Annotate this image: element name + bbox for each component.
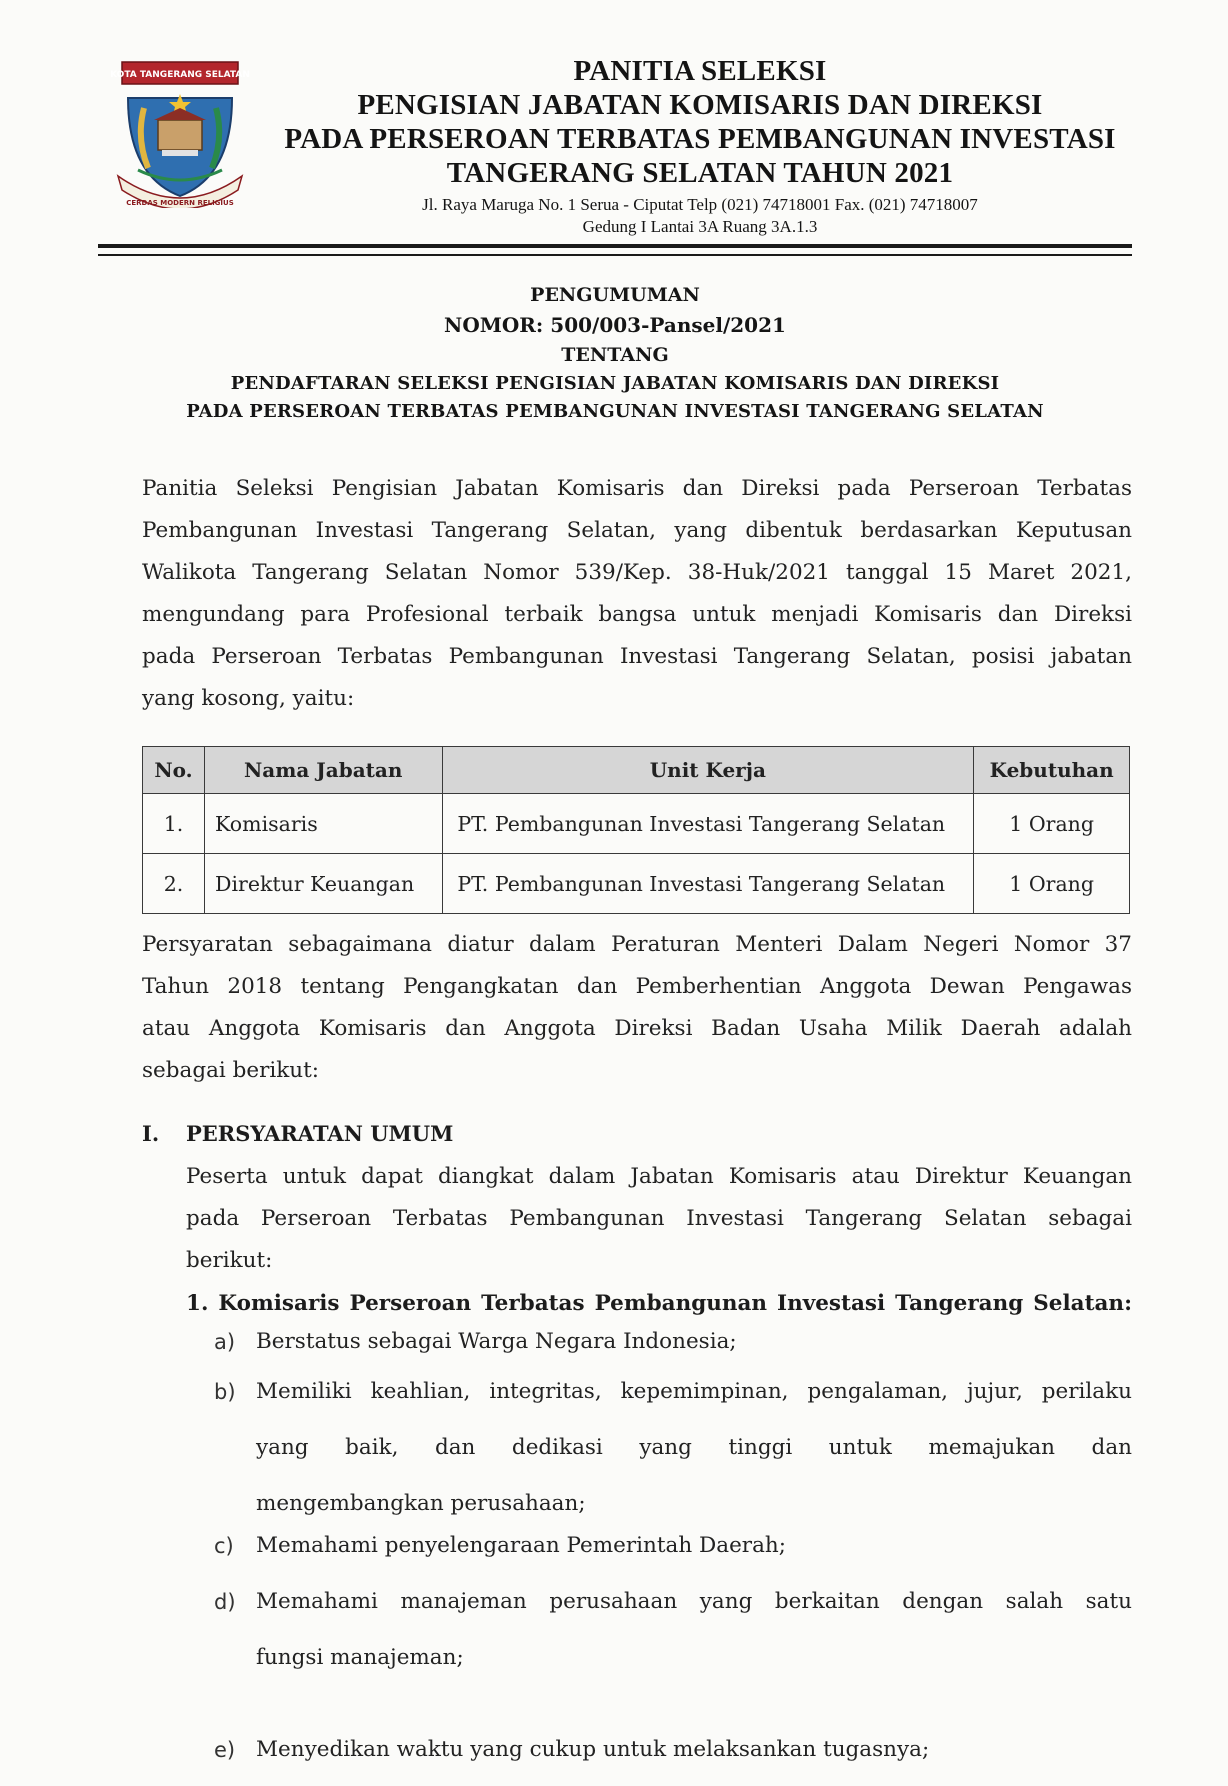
text-line: pada Perseroan Terbatas Pembangunan Investasi Tangerang Selatan, posisi jabatan [142, 644, 1132, 669]
letterhead [270, 54, 1130, 238]
list-item-text: yang baik, dan dedikasi yang tinggi untuk memajukan dan [256, 1435, 1132, 1460]
list-item-text: mengembangkan perusahaan; [256, 1491, 586, 1516]
table-cell: Direktur Keuangan [205, 854, 443, 914]
text-line: yang kosong, yaitu: [142, 686, 355, 711]
list-item-text: Memahami penyelengaraan Pemerintah Daerah; [256, 1533, 786, 1558]
section-intro-paragraph [186, 1156, 1132, 1282]
list-item-text: Memahami manajeman perusahaan yang berkaitan dengan salah satu [256, 1589, 1132, 1614]
text-line: sebagai berikut: [142, 1058, 320, 1083]
section-number: I. [142, 1121, 160, 1146]
list-item-letter: e) [214, 1738, 236, 1762]
header-divider-thick [98, 244, 1132, 248]
list-item-letter: d) [214, 1590, 236, 1614]
letterhead-building: Gedung I Lantai 3A Ruang 3A.1.3 [582, 217, 818, 236]
text-line: atau Anggota Komisaris dan Anggota Direksi Badan Usaha Milik Daerah adalah [142, 1016, 1132, 1041]
table-row [143, 794, 1130, 854]
text-line: Peserta untuk dapat diangkat dalam Jabatan Komisaris atau Direktur Keuangan [186, 1164, 1132, 1189]
list-item-text: Menyedikan waktu yang cukup untuk melaksankan tugasnya; [256, 1737, 930, 1762]
table-cell: 1 Orang [974, 794, 1130, 854]
title-subject-line: PADA PERSEROAN TERBATAS PEMBANGUNAN INVESTASI TANGERANG SELATAN [186, 401, 1044, 422]
letterhead-line: PADA PERSEROAN TERBATAS PEMBANGUNAN INVESTASI [284, 123, 1116, 155]
text-line: Pembangunan Investasi Tangerang Selatan, yang dibentuk berdasarkan Keputusan [142, 518, 1132, 543]
text-line: Persyaratan sebagaimana diatur dalam Peraturan Menteri Dalam Negeri Nomor 37 [142, 932, 1132, 957]
header-divider-thin [98, 254, 1132, 256]
text-line: Walikota Tangerang Selatan Nomor 539/Kep. 38-Huk/2021 tanggal 15 Maret 2021, [142, 560, 1132, 585]
svg-text:CERDAS MODERN RELIGIUS: CERDAS MODERN RELIGIUS [126, 199, 234, 207]
list-item-letter: c) [214, 1534, 234, 1558]
letterhead-line: PANITIA SELEKSI [573, 55, 827, 87]
table-cell: PT. Pembangunan Investasi Tangerang Selatan [443, 854, 974, 914]
svg-text:KOTA TANGERANG SELATAN: KOTA TANGERANG SELATAN [110, 70, 250, 80]
title-subject-line: PENDAFTARAN SELEKSI PENGISIAN JABATAN KOMISARIS DAN DIREKSI [230, 373, 1000, 394]
list-item-letter: a) [214, 1330, 236, 1354]
list-item [256, 1526, 1132, 1566]
section-title: PERSYARATAN UMUM [186, 1121, 454, 1146]
text-line: Tahun 2018 tentang Pengangkatan dan Pemberhentian Anggota Dewan Pengawas [142, 974, 1132, 999]
column-header-no: No. [143, 747, 205, 794]
list-item [256, 1730, 1132, 1770]
table-cell: Komisaris [205, 794, 443, 854]
text-line: berikut: [186, 1248, 273, 1273]
list-item-text: Berstatus sebagai Warga Negara Indonesia; [256, 1329, 737, 1354]
column-header-position: Nama Jabatan [205, 747, 443, 794]
letterhead-line: PENGISIAN JABATAN KOMISARIS DAN DIREKSI [357, 89, 1043, 121]
title-about: TENTANG [561, 344, 669, 366]
table-cell: PT. Pembangunan Investasi Tangerang Selatan [443, 794, 974, 854]
intro-paragraph [142, 468, 1132, 720]
column-header-unit: Unit Kerja [443, 747, 974, 794]
city-emblem-logo [108, 58, 252, 208]
list-item [256, 1322, 1132, 1362]
announcement-title [98, 280, 1132, 426]
positions-table [142, 746, 1130, 914]
text-line: mengundang para Profesional terbaik bangsa untuk menjadi Komisaris dan Direksi [142, 602, 1132, 627]
table-header-row [143, 747, 1130, 794]
list-item-text: fungsi manajeman; [256, 1645, 464, 1670]
table-cell: 1 Orang [974, 854, 1130, 914]
text-line: pada Perseroan Terbatas Pembangunan Investasi Tangerang Selatan sebagai [186, 1206, 1132, 1231]
column-header-need: Kebutuhan [974, 747, 1130, 794]
text-line: Panitia Seleksi Pengisian Jabatan Komisaris dan Direksi pada Perseroan Terbatas [142, 476, 1132, 501]
table-cell: 1. [143, 794, 205, 854]
list-item [256, 1364, 1132, 1532]
letterhead-line: TANGERANG SELATAN TAHUN 2021 [446, 157, 954, 189]
requirements-paragraph [142, 924, 1132, 1092]
title-heading: PENGUMUMAN [530, 284, 700, 306]
letterhead-address: Jl. Raya Maruga No. 1 Serua - Ciputat Telp (021) 74718001 Fax. (021) 74718007 [422, 195, 978, 214]
list-item [256, 1574, 1132, 1686]
title-number: NOMOR: 500/003-Pansel/2021 [444, 313, 786, 337]
list-item-letter: b) [214, 1380, 236, 1404]
subsection-heading: 1. Komisaris Perseroan Terbatas Pembangunan Investasi Tangerang Selatan: [186, 1291, 1132, 1316]
table-row [143, 854, 1130, 914]
list-item-text: Memiliki keahlian, integritas, kepemimpinan, pengalaman, jujur, perilaku [256, 1379, 1132, 1404]
table-cell: 2. [143, 854, 205, 914]
